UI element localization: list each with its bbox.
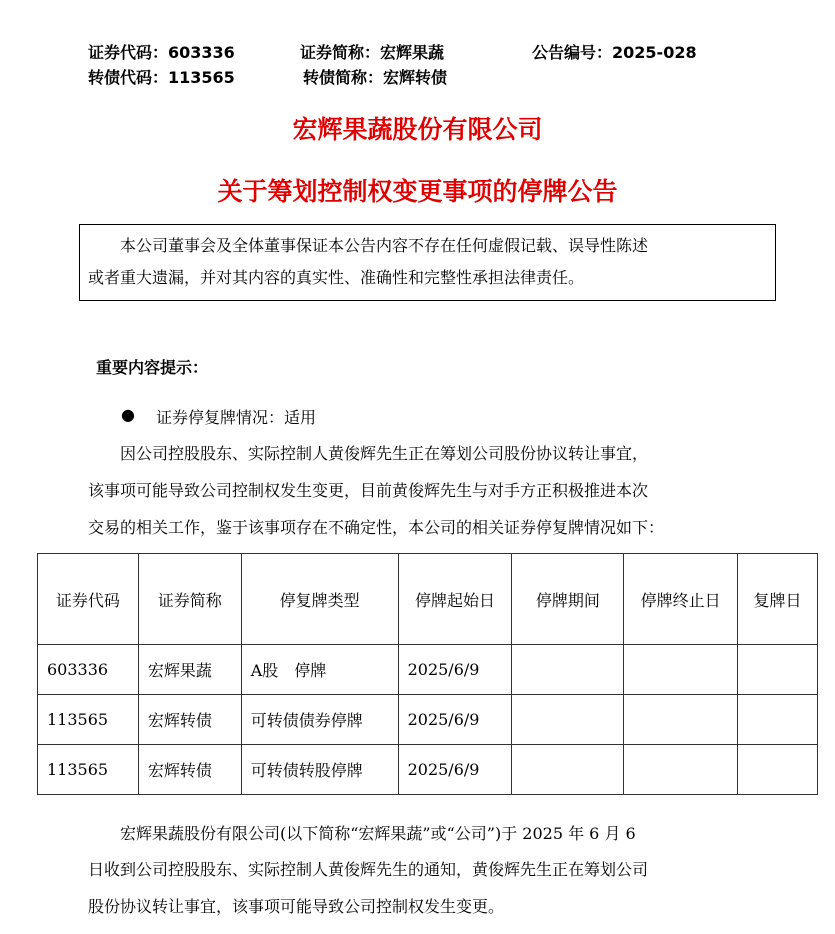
cell-code: 603336 <box>38 645 139 695</box>
cell-period <box>512 645 624 695</box>
cell-type: A股 停牌 <box>241 645 398 695</box>
col-header-type: 停复牌类型 <box>241 554 398 645</box>
cell-start: 2025/6/9 <box>398 645 512 695</box>
cell-start: 2025/6/9 <box>398 745 512 795</box>
cell-resume <box>738 745 818 795</box>
stock-name-label: 证券简称： <box>300 43 381 62</box>
col-header-code: 证券代码 <box>38 554 139 645</box>
highlights-para-line-3: 交易的相关工作，鉴于该事项存在不确定性，本公司的相关证券停复牌情况如下： <box>88 518 665 537</box>
cell-resume <box>738 695 818 745</box>
bond-code: 113565 <box>168 68 235 87</box>
disclaimer-box <box>79 224 776 301</box>
disclaimer-line-1: 本公司董事会及全体董事保证本公告内容不存在任何虚假记载、误导性陈述 <box>120 236 649 255</box>
cell-type: 可转债债券停牌 <box>241 695 398 745</box>
cell-period <box>512 695 624 745</box>
table-row <box>38 745 818 795</box>
cell-end <box>624 745 738 795</box>
bond-name-label: 转债简称： <box>303 68 384 87</box>
stock-name: 宏辉果蔬 <box>380 43 445 62</box>
disclaimer-line-2: 或者重大遗漏，并对其内容的真实性、准确性和完整性承担法律责任。 <box>88 268 585 287</box>
col-header-name: 证券简称 <box>138 554 241 645</box>
bond-code-label: 转债代码： <box>88 68 169 87</box>
cell-code: 113565 <box>38 745 139 795</box>
bond-code-line <box>88 65 235 88</box>
cell-end <box>624 645 738 695</box>
table-row <box>38 645 818 695</box>
cell-period <box>512 745 624 795</box>
cell-code: 113565 <box>38 695 139 745</box>
company-title: 宏辉果蔬股份有限公司 <box>292 115 543 144</box>
cell-start: 2025/6/9 <box>398 695 512 745</box>
bullet-icon: ● <box>121 405 135 424</box>
closing-line-3: 股份协议转让事宜，该事项可能导致公司控制权发生变更。 <box>88 897 505 916</box>
document-title: 关于筹划控制权变更事项的停牌公告 <box>217 177 618 206</box>
stock-code-label: 证券代码： <box>88 43 169 62</box>
stock-code: 603336 <box>168 43 235 62</box>
closing-line-1: 宏辉果蔬股份有限公司(以下简称“宏辉果蔬”或“公司”)于 2025 年 6 月 6 <box>120 824 636 843</box>
cell-end <box>624 695 738 745</box>
notice-number: 2025-028 <box>612 43 697 62</box>
table-row <box>38 695 818 745</box>
col-header-period: 停牌期间 <box>512 554 624 645</box>
notice-number-line <box>532 40 697 63</box>
highlights-para-line-1: 因公司控股股东、实际控制人黄俊辉先生正在筹划公司股份协议转让事宜， <box>120 444 649 463</box>
suspension-status: 证券停复牌情况：适用 <box>156 408 317 427</box>
cell-resume <box>738 645 818 695</box>
cell-type: 可转债转股停牌 <box>241 745 398 795</box>
cell-name: 宏辉转债 <box>138 695 241 745</box>
stock-name-line <box>300 40 444 63</box>
col-header-end: 停牌终止日 <box>624 554 738 645</box>
bond-name: 宏辉转债 <box>383 68 448 87</box>
highlights-heading: 重要内容提示： <box>96 358 209 377</box>
bond-name-line <box>303 65 447 88</box>
highlights-para-line-2: 该事项可能导致公司控制权发生变更，目前黄俊辉先生与对手方正积极推进本次 <box>88 481 649 500</box>
cell-name: 宏辉转债 <box>138 745 241 795</box>
table-header-row <box>38 554 818 645</box>
stock-code-line <box>88 40 235 63</box>
closing-line-2: 日收到公司控股股东、实际控制人黄俊辉先生的通知，黄俊辉先生正在筹划公司 <box>88 860 649 879</box>
suspension-table <box>37 553 818 795</box>
col-header-start: 停牌起始日 <box>398 554 512 645</box>
cell-name: 宏辉果蔬 <box>138 645 241 695</box>
col-header-resume: 复牌日 <box>738 554 818 645</box>
notice-number-label: 公告编号： <box>532 43 613 62</box>
